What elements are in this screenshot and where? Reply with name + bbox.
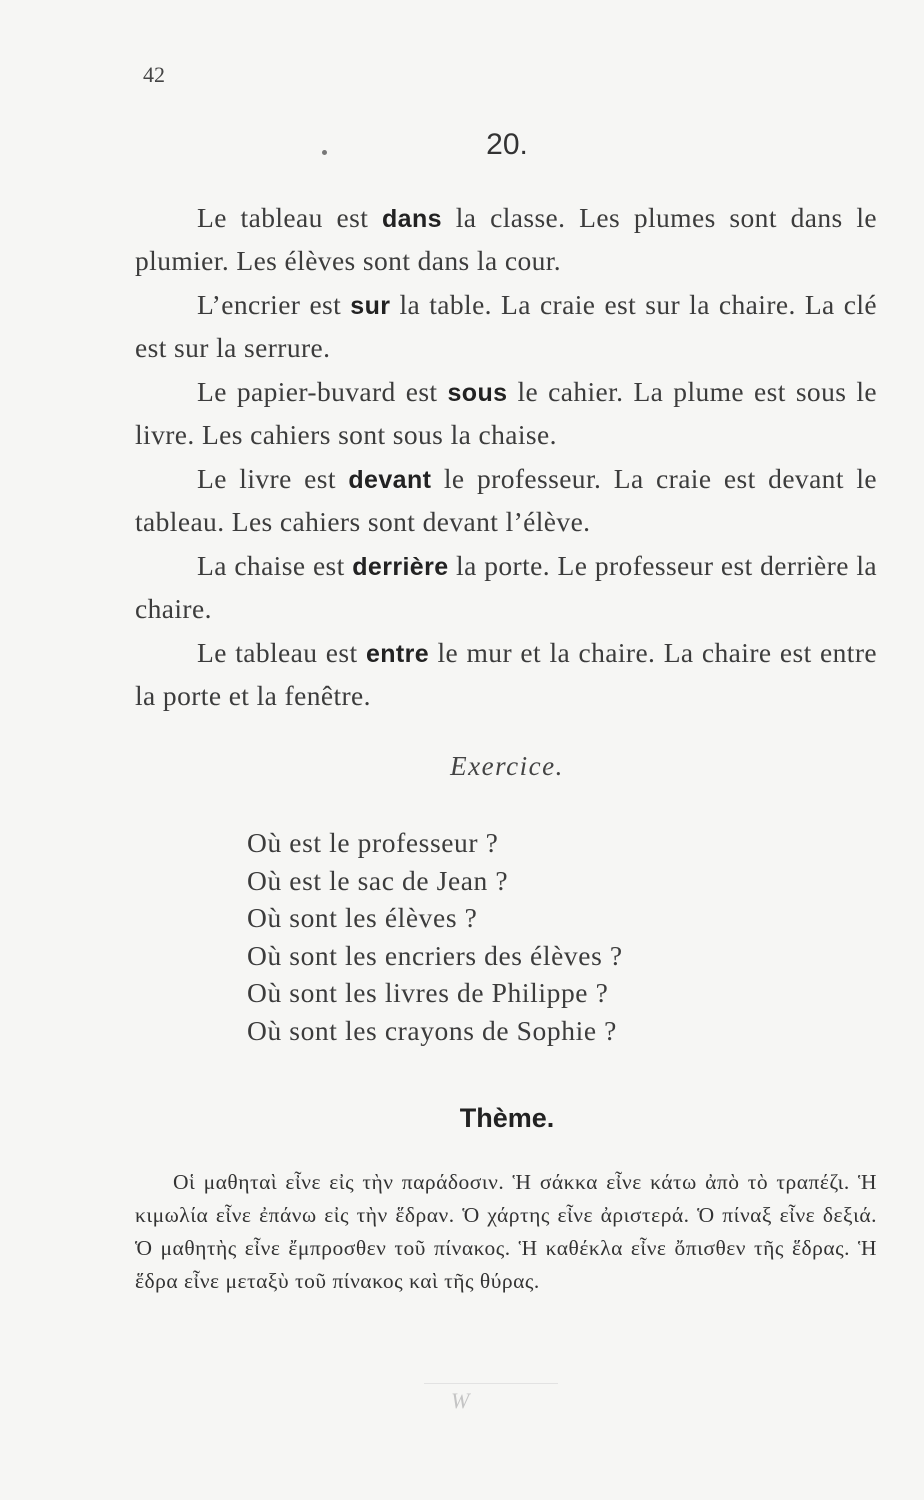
paragraph-sous bbox=[135, 371, 877, 456]
paragraph-text: Le tableau est bbox=[197, 202, 382, 233]
footer-mark-letter: W bbox=[451, 1388, 470, 1413]
question-item: Où est le professeur ? bbox=[247, 827, 499, 858]
paragraph-text: La chaise est bbox=[197, 550, 353, 581]
paragraph-text: Le papier-buvard est bbox=[197, 376, 448, 407]
paragraph-derriere bbox=[135, 545, 877, 630]
exercise-questions bbox=[247, 824, 623, 1049]
exercise-title: Exercice. bbox=[450, 751, 564, 781]
page-number: 42 bbox=[143, 62, 165, 87]
paragraph-text: le mur et la chaire. La chaire est entre la porte et la fenêtre. bbox=[135, 637, 877, 711]
paragraph-text: L’encrier est bbox=[197, 289, 351, 320]
paragraph-text: la porte. Le professeur est derrière la chaire. bbox=[135, 550, 877, 624]
paragraph-sur bbox=[135, 284, 877, 369]
keyword-derriere: derrière bbox=[352, 553, 449, 581]
paragraph-text: la table. La craie est sur la chaire. La clé est sur la serrure. bbox=[135, 289, 878, 363]
keyword-entre: entre bbox=[365, 640, 430, 668]
lesson-text bbox=[135, 197, 877, 719]
keyword-sur: sur bbox=[350, 292, 391, 320]
paragraph-text: la classe. Les plumes sont dans le plumier. Les élèves sont dans la cour. bbox=[135, 202, 878, 276]
paragraph-text: Le tableau est bbox=[197, 637, 366, 668]
paragraph-devant bbox=[135, 458, 877, 543]
question-item: Où sont les crayons de Sophie ? bbox=[247, 1014, 617, 1046]
paragraph-entre bbox=[135, 632, 877, 717]
theme-title: Thème. bbox=[459, 1103, 555, 1133]
paragraph-dans bbox=[135, 197, 877, 282]
paragraph-text: le professeur. La craie est devant le tableau. Les cahiers sont devant l’élève. bbox=[135, 463, 877, 537]
lesson-number: 20. bbox=[486, 128, 528, 161]
question-item: Où est le sac de Jean ? bbox=[247, 864, 509, 896]
theme-greek-text: Οἱ μαθηταὶ εἶνε εἰς τὴν παράδοσιν. Ἡ σάκκα εἶνε κάτω ἀπὸ τὸ τραπέζι. Ἡ κιμωλία εἶνε ἐπάνω εἰς τὴν ἕδραν. Ὁ χάρτης εἶνε ἀριστερά. Ὁ πίναξ εἶνε δεξιά. Ὁ μαθητὴς εἶνε ἔμπροσθεν τοῦ πίνακος. Ἡ καθέκλα εἶνε ὄπισθεν τῆς ἕδρας. Ἡ ἕδρα εἶνε μεταξὺ τοῦ πίνακος καὶ τῆς θύρας. bbox=[135, 1170, 877, 1293]
question-item: Où sont les encriers des élèves ? bbox=[247, 939, 623, 971]
question-item: Où sont les livres de Philippe ? bbox=[247, 977, 609, 1008]
keyword-dans: dans bbox=[382, 205, 442, 233]
footer-mark bbox=[424, 1383, 558, 1420]
keyword-sous: sous bbox=[447, 379, 508, 407]
keyword-devant: devant bbox=[348, 466, 432, 494]
paragraph-text: le cahier. La plume est sous le livre. Les cahiers sont sous la chaise. bbox=[135, 376, 877, 450]
question-item: Où sont les élèves ? bbox=[247, 902, 478, 933]
paragraph-text: Le livre est bbox=[197, 463, 349, 494]
